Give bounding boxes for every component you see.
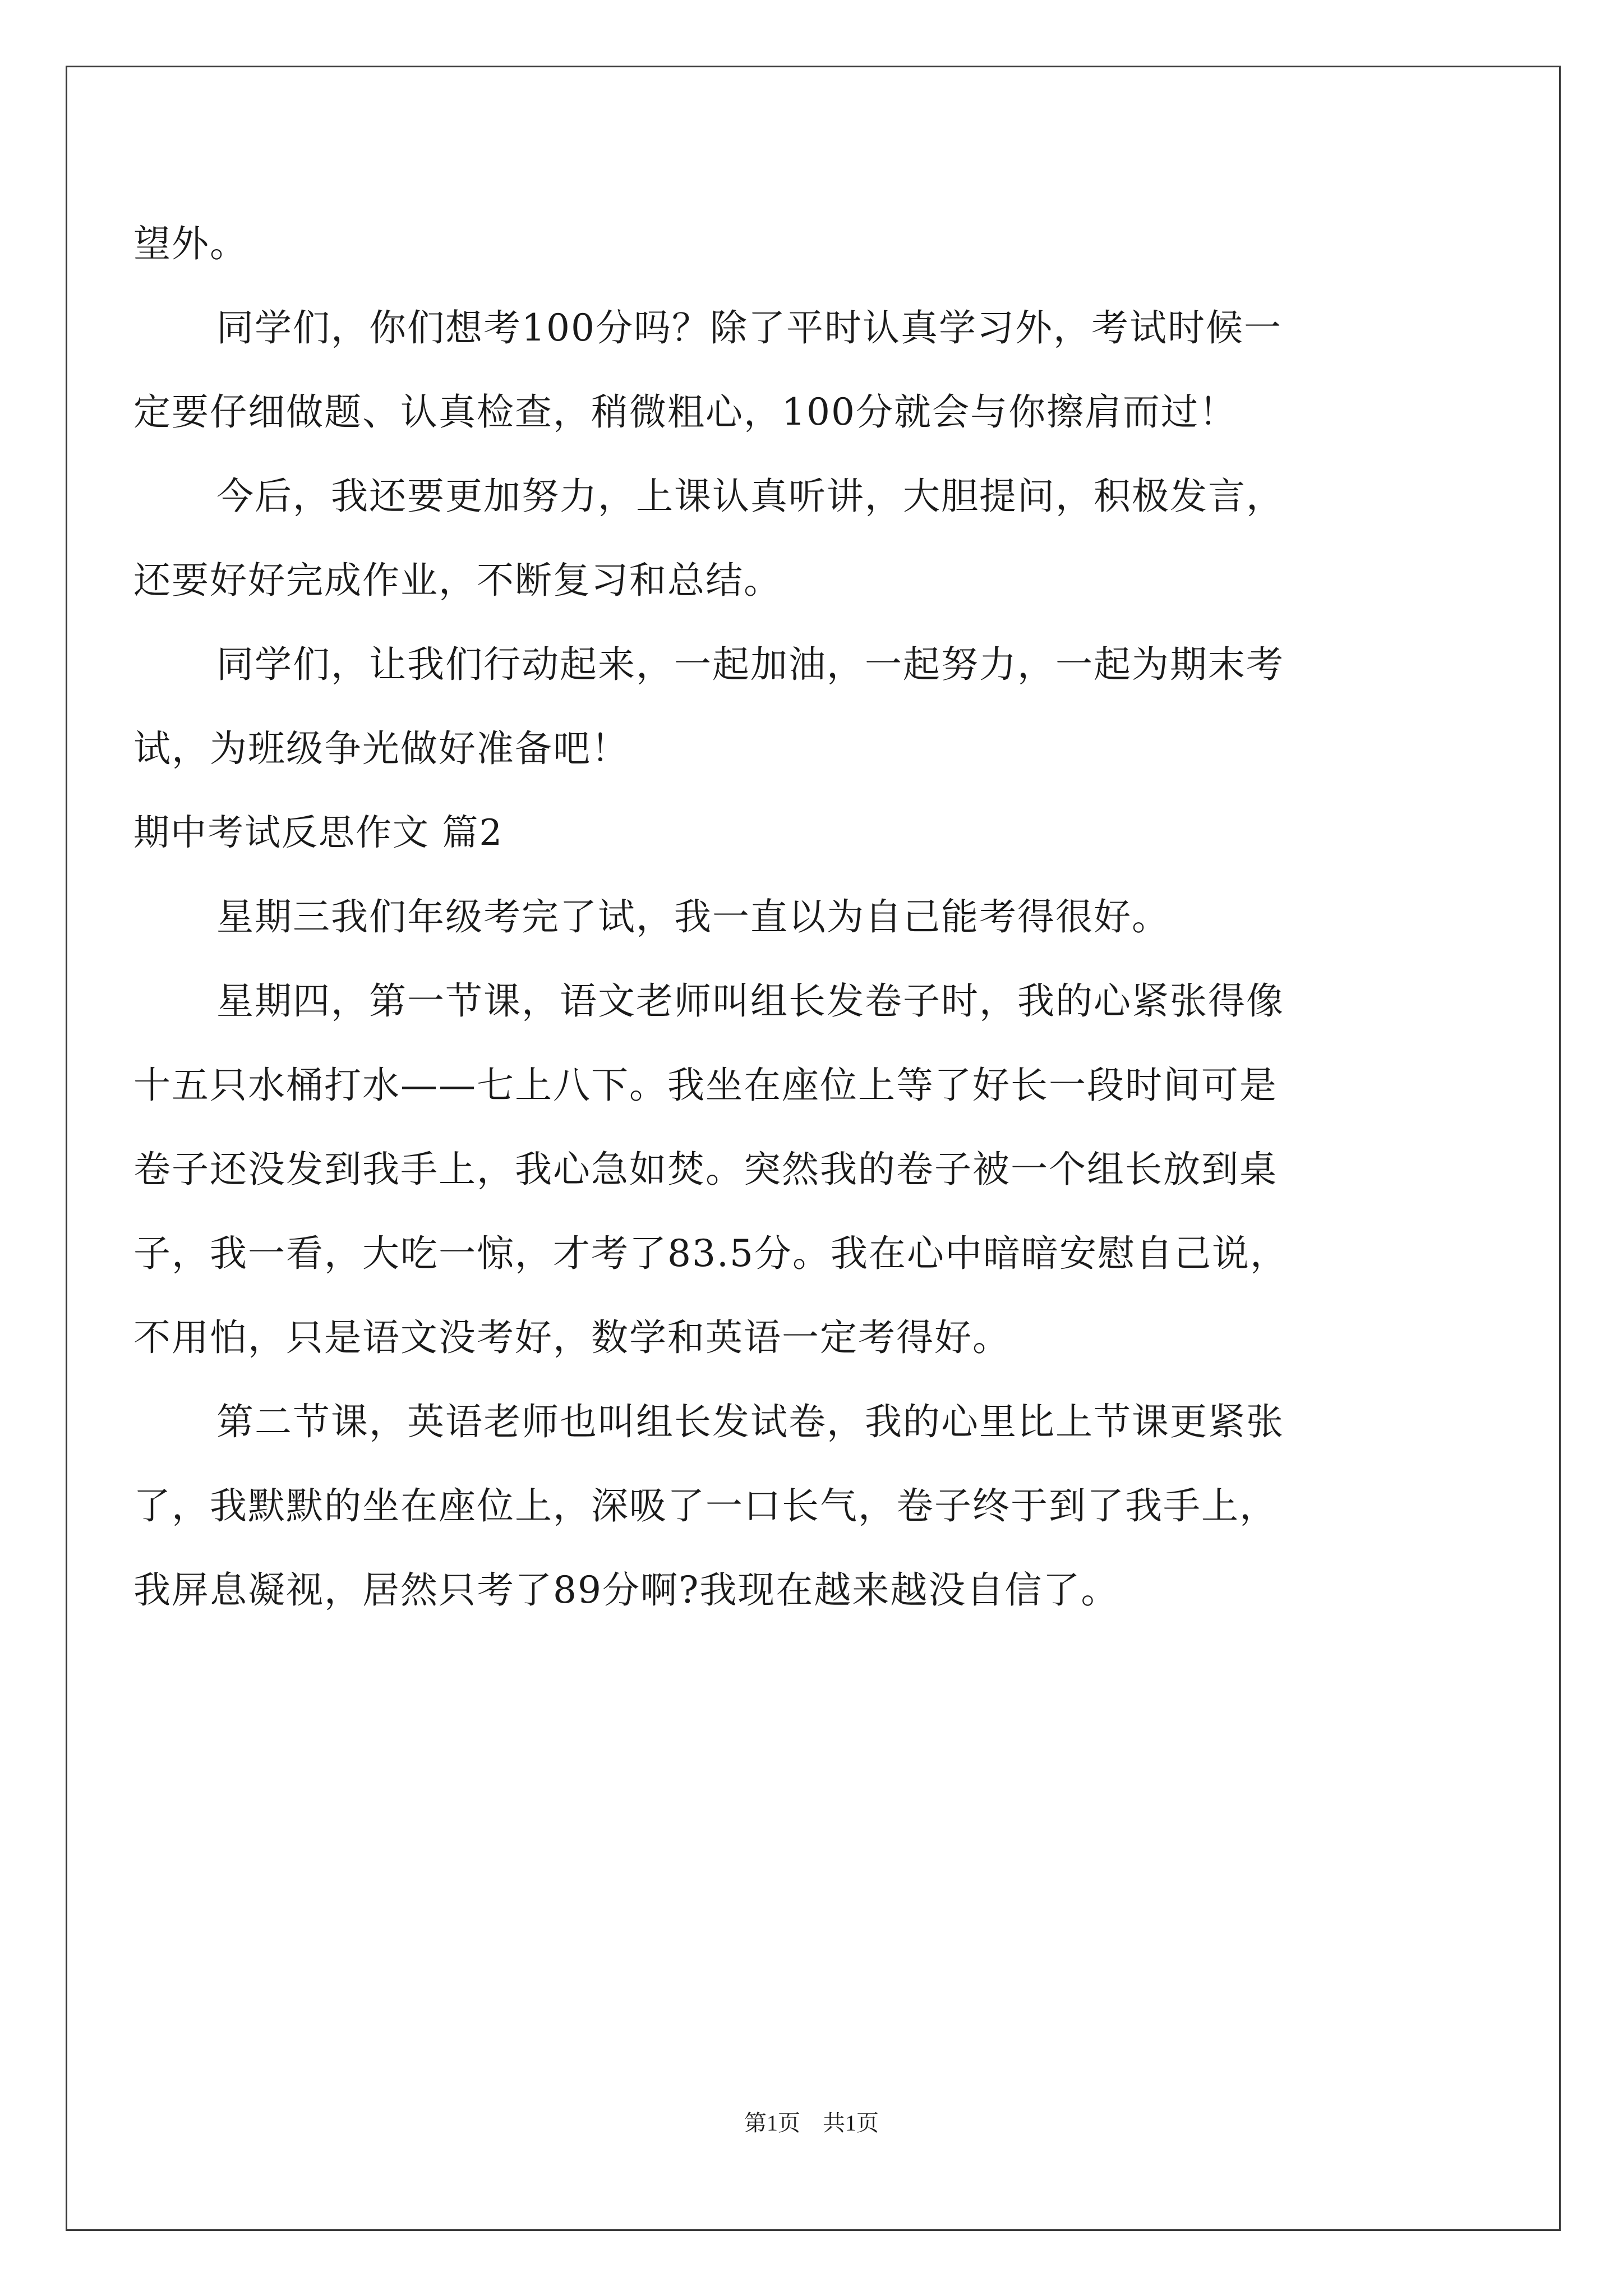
page-footer: 第1页 共1页 [744,2110,879,2136]
paragraph-line: 试，为班级争光做好准备吧！ [133,727,629,770]
paragraph-line: 还要好好完成作业，不断复习和总结。 [133,559,782,602]
paragraph-line: 十五只水桶打水——七上八下。我坐在座位上等了好长一段时间可是 [133,1064,1278,1107]
paragraph-line: 星期三我们年级考完了试，我一直以为自己能考得很好。 [216,895,1170,938]
paragraph-line: 同学们，让我们行动起来，一起加油，一起努力，一起为期末考 [216,643,1284,686]
paragraph-line: 定要仔细做题、认真检查，稍微粗心，100分就会与你擦肩而过！ [133,390,1237,434]
paragraph-line: 不用怕，只是语文没考好，数学和英语一定考得好。 [133,1316,1011,1359]
paragraph-line: 同学们，你们想考100分吗？除了平时认真学习外，考试时候一 [216,306,1282,349]
paragraph-line: 第二节课，英语老师也叫组长发试卷，我的心里比上节课更紧张 [216,1400,1284,1443]
paragraph-line: 今后，我还要更加努力，上课认真听讲，大胆提问，积极发言， [216,475,1284,518]
paragraph-line: 望外。 [133,222,248,265]
paragraph-line: 我屏息凝视，居然只考了89分啊?我现在越来越没自信了。 [133,1568,1119,1612]
paragraph-line: 了，我默默的坐在座位上，深吸了一口长气，卷子终于到了我手上， [133,1484,1278,1527]
paragraph-line: 子，我一看，大吃一惊，才考了83.5分。我在心中暗暗安慰自己说， [133,1232,1288,1275]
paragraph-line: 星期四，第一节课，语文老师叫组长发卷子时，我的心紧张得像 [216,979,1284,1023]
paragraph-line: 卷子还没发到我手上，我心急如焚。突然我的卷子被一个组长放到桌 [133,1148,1278,1191]
section-heading: 期中考试反思作文 篇2 [133,812,504,854]
